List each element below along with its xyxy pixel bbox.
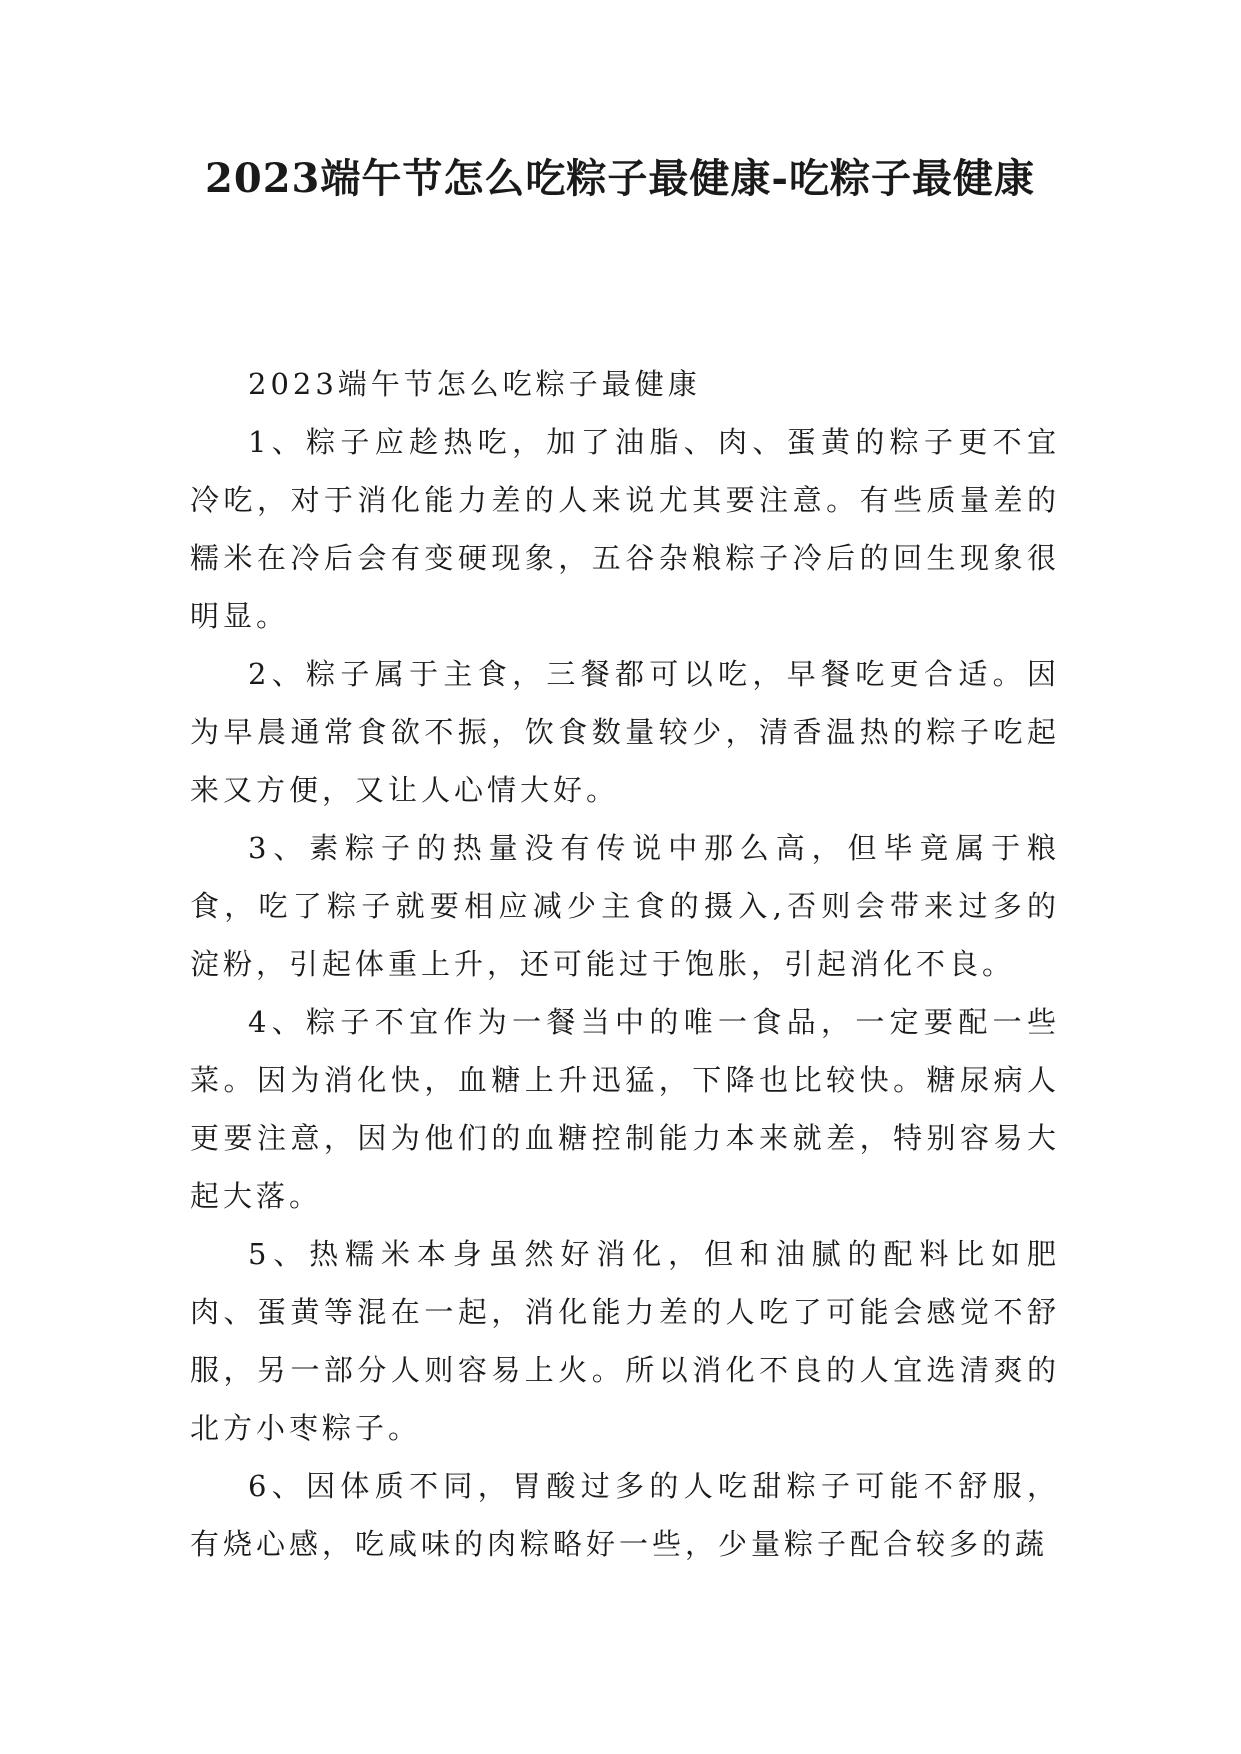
paragraph-3: 3、素粽子的热量没有传说中那么高，但毕竟属于粮食，吃了粽子就要相应减少主食的摄入,否则会带来过多的淀粉，引起体重上升，还可能过于饱胀，引起消化不良。 bbox=[190, 831, 1060, 981]
document-body bbox=[190, 355, 1060, 1573]
paragraph-6: 6、因体质不同，胃酸过多的人吃甜粽子可能不舒服，有烧心感，吃咸味的肉粽略好一些，少量粽子配合较多的蔬 bbox=[190, 1469, 1060, 1561]
section-heading: 2023端午节怎么吃粽子最健康 bbox=[248, 367, 701, 401]
paragraph-4: 4、粽子不宜作为一餐当中的唯一食品，一定要配一些菜。因为消化快，血糖上升迅猛，下降也比较快。糖尿病人更要注意，因为他们的血糖控制能力本来就差，特别容易大起大落。 bbox=[190, 1005, 1060, 1213]
paragraph-5: 5、热糯米本身虽然好消化，但和油腻的配料比如肥肉、蛋黄等混在一起，消化能力差的人吃了可能会感觉不舒服，另一部分人则容易上火。所以消化不良的人宜选清爽的北方小枣粽子。 bbox=[190, 1237, 1060, 1445]
paragraph-2: 2、粽子属于主食，三餐都可以吃，早餐吃更合适。因为早晨通常食欲不振，饮食数量较少，清香温热的粽子吃起来又方便，又让人心情大好。 bbox=[190, 657, 1060, 807]
document-title: 2023端午节怎么吃粽子最健康-吃粽子最健康 bbox=[205, 155, 1035, 202]
paragraph-1: 1、粽子应趁热吃，加了油脂、肉、蛋黄的粽子更不宜冷吃，对于消化能力差的人来说尤其要注意。有些质量差的糯米在冷后会有变硬现象，五谷杂粮粽子冷后的回生现象很明显。 bbox=[190, 425, 1060, 633]
